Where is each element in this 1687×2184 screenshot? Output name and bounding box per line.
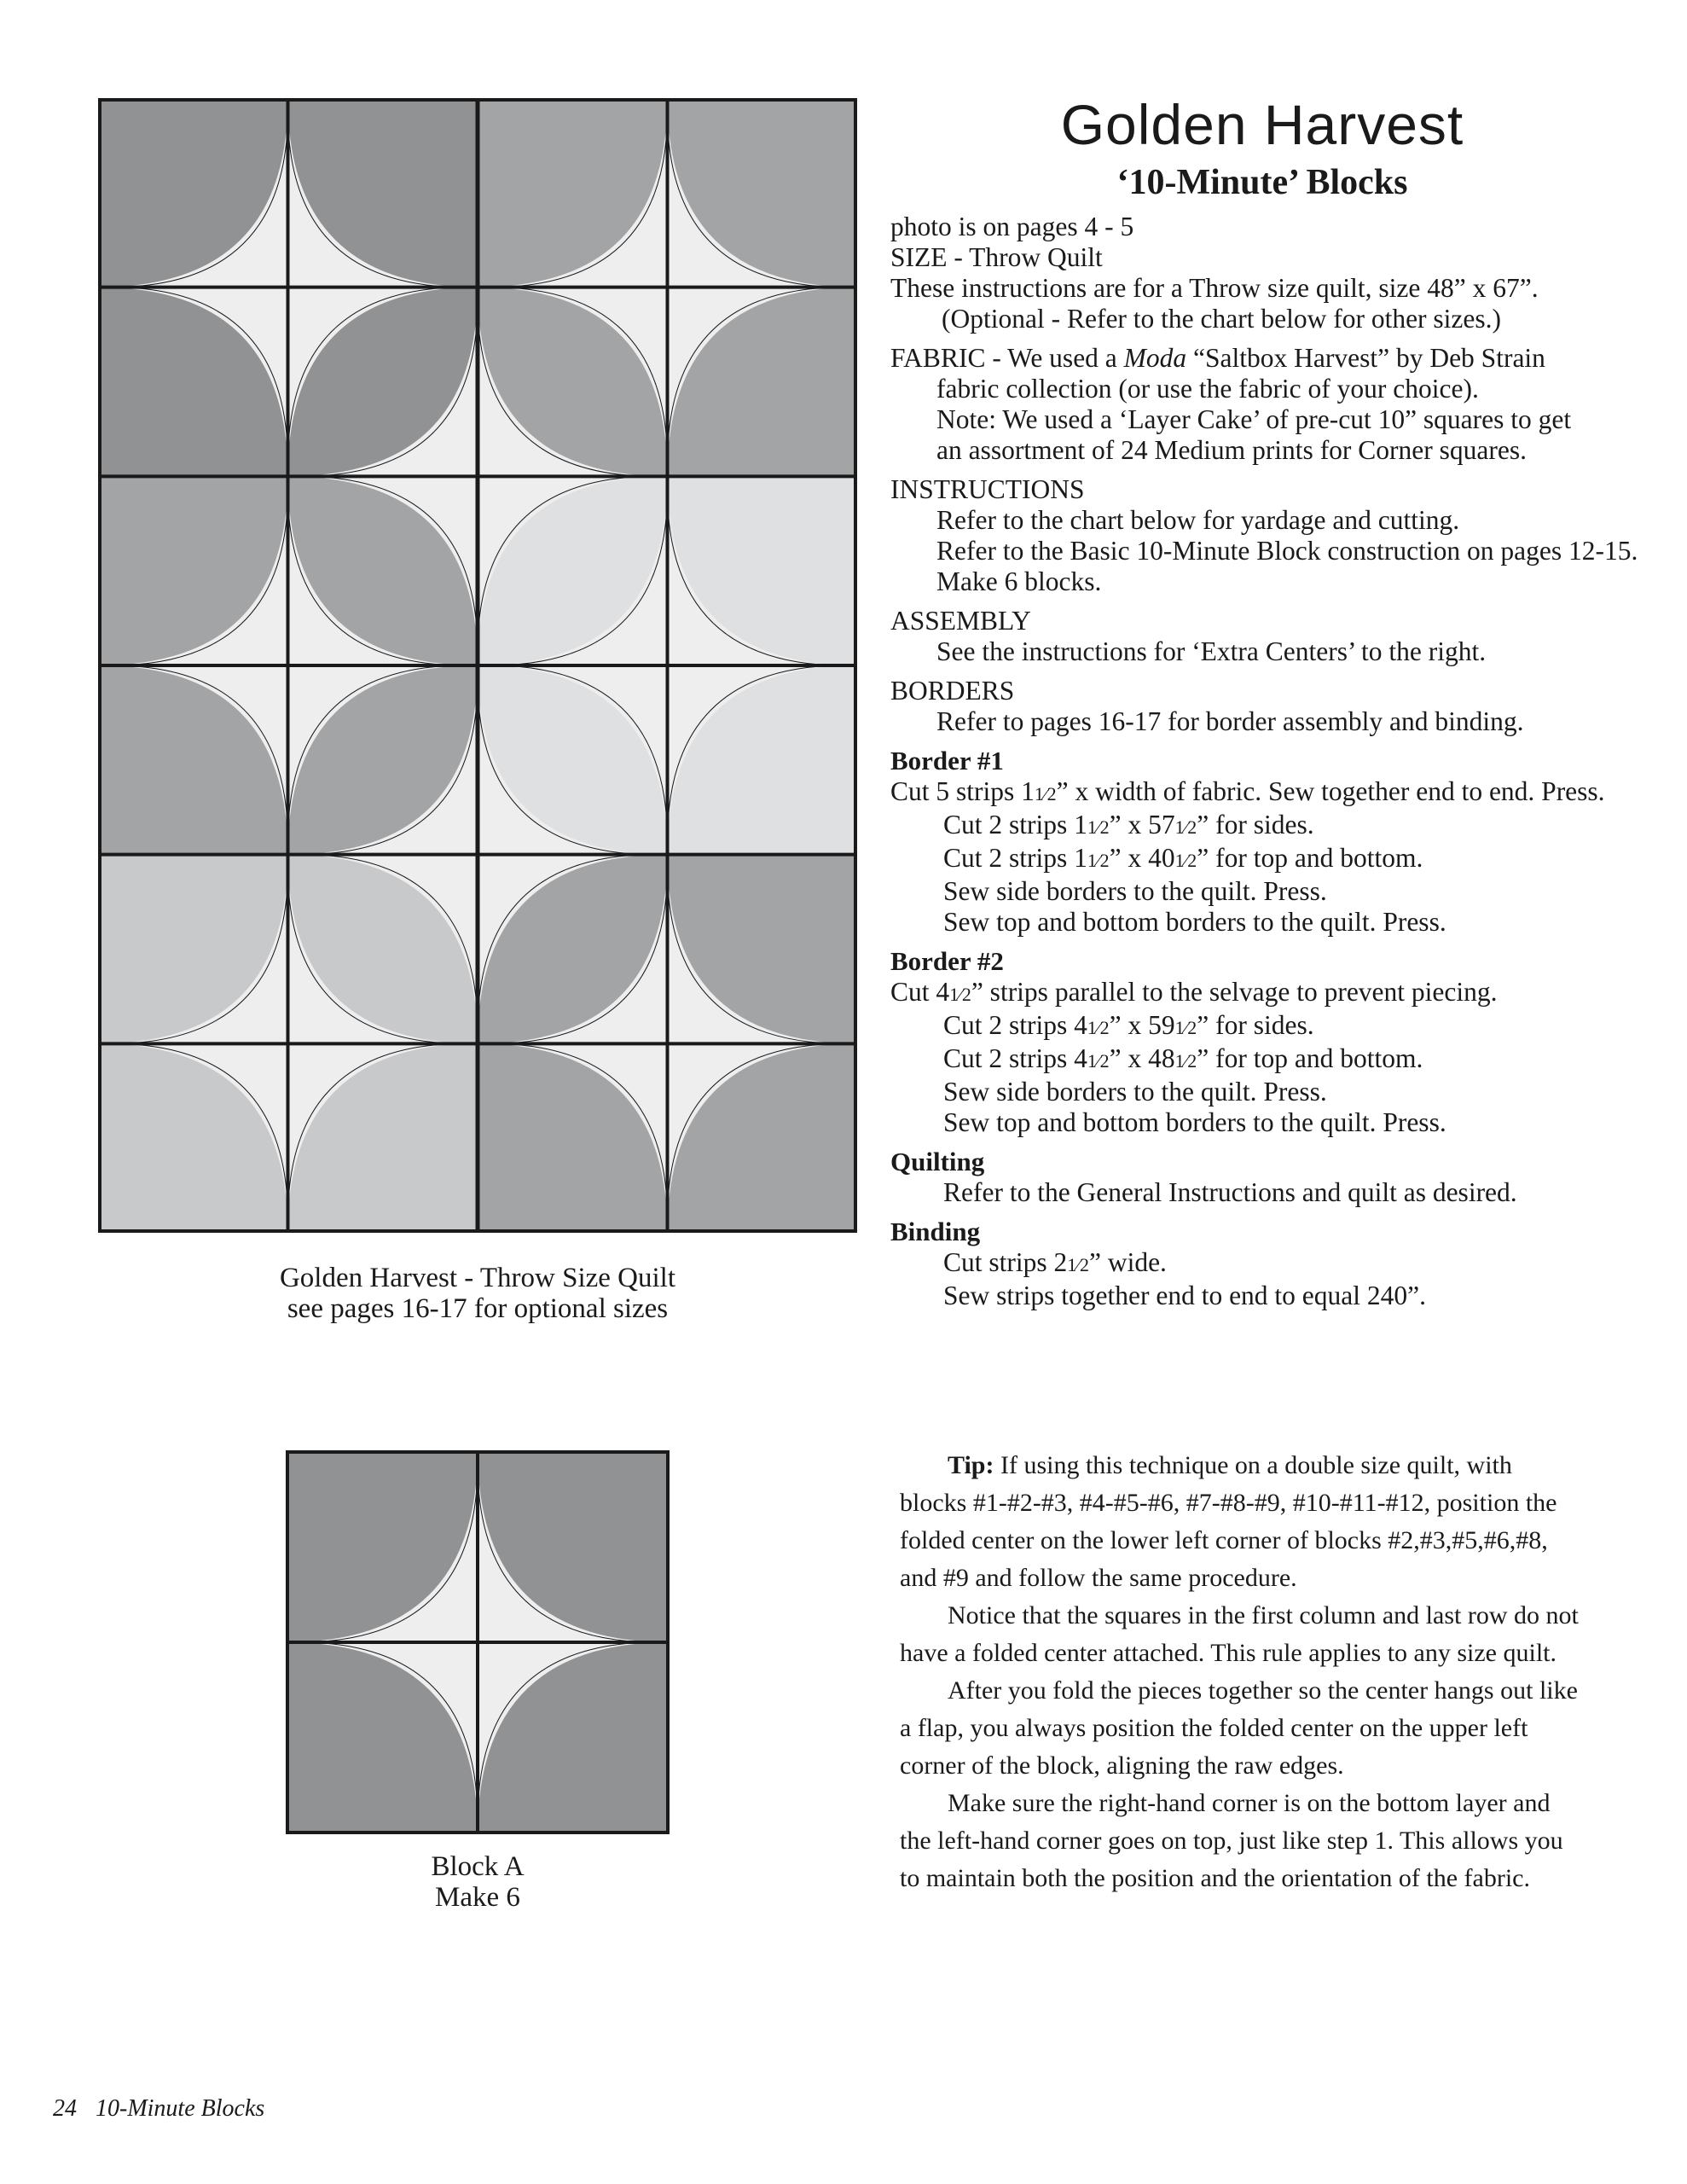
border-2-line	[890, 1043, 1658, 1077]
assembly-line: See the instructions for ‘Extra Centers’ to the right.	[936, 636, 1487, 666]
quilt-caption-title: Golden Harvest - Throw Size Quilt	[279, 1263, 676, 1293]
text-segment: ” x 57	[1109, 810, 1175, 839]
text-segment: ” for top and bottom.	[1197, 843, 1423, 873]
text-segment: Cut 2 strips 4	[943, 1010, 1087, 1040]
fraction: 1⁄2	[1087, 816, 1110, 838]
borders-section	[890, 676, 1658, 737]
text-segment: Cut 5 strips 1	[890, 776, 1035, 806]
borders-line: Refer to pages 16-17 for border assembly and binding.	[936, 706, 1524, 736]
text-segment: ” x 40	[1109, 843, 1175, 873]
border-1-line	[890, 876, 1658, 907]
fraction: 1⁄2	[1174, 816, 1197, 838]
fraction: 1⁄2	[1174, 1017, 1197, 1038]
instructions-line: Refer to the chart below for yardage and cutting.	[936, 505, 1460, 535]
quilting-heading: Quilting	[890, 1147, 985, 1176]
book-title: 10-Minute Blocks	[96, 2095, 265, 2122]
instructions-column	[890, 212, 1658, 1320]
instructions-section	[890, 474, 1658, 597]
fraction: 1⁄2	[1034, 783, 1057, 804]
fraction: 1⁄2	[1174, 1050, 1197, 1072]
fabric-line-1	[890, 343, 1658, 374]
border-2-heading: Border #2	[890, 946, 1004, 976]
text-segment: ” for top and bottom.	[1197, 1043, 1423, 1073]
fabric-line-4: an assortment of 24 Medium prints for Corner squares.	[936, 435, 1527, 465]
fabric-rest: “Saltbox Harvest” by Deb Strain	[1186, 343, 1545, 373]
text-segment: Sew top and bottom borders to the quilt. Press.	[943, 1107, 1446, 1137]
fraction: 1⁄2	[949, 984, 971, 1005]
block-caption-note: Make 6	[435, 1882, 520, 1913]
text-segment: Sew strips together end to end to equal 240”.	[943, 1281, 1427, 1310]
border-2-line	[890, 1107, 1658, 1138]
tip-label: Tip:	[948, 1451, 994, 1479]
instructions-line: Refer to the Basic 10-Minute Block construction on pages 12-15.	[936, 536, 1638, 566]
size-optional: (Optional - Refer to the chart below for other sizes.)	[942, 304, 1502, 334]
binding-line	[890, 1247, 1658, 1281]
quilting-section	[890, 1147, 1658, 1208]
page-title: Golden Harvest	[1060, 93, 1464, 156]
binding-heading: Binding	[890, 1217, 981, 1246]
text-segment: ” x 48	[1109, 1043, 1175, 1073]
fraction: 1⁄2	[1067, 1254, 1089, 1275]
text-segment: ” x width of fabric. Sew together end to end. Press.	[1056, 776, 1605, 806]
tip-paragraph-4: Make sure the right-hand corner is on the bottom layer and the left-hand corner goes on top, just like step 1. This allows you to maintain both the position and the orientation of the fabric.	[900, 1789, 1563, 1892]
fabric-line-3: Note: We used a ‘Layer Cake’ of pre-cut 10” squares to get	[936, 404, 1572, 434]
quilt-illustration	[98, 98, 857, 1233]
photo-note: photo is on pages 4 - 5	[890, 212, 1134, 241]
block-a-illustration	[286, 1450, 670, 1834]
text-segment: ” for sides.	[1197, 810, 1314, 839]
instructions-line: Make 6 blocks.	[936, 566, 1102, 596]
tip-paragraph-1	[900, 1447, 1582, 1597]
text-segment: Cut strips 2	[943, 1247, 1068, 1277]
binding-section	[890, 1217, 1658, 1311]
block-caption-title: Block A	[431, 1851, 525, 1882]
instructions-heading: INSTRUCTIONS	[890, 474, 1085, 504]
borders-heading: BORDERS	[890, 676, 1015, 706]
text-segment: ” for sides.	[1197, 1010, 1314, 1040]
page-subtitle: ‘10-Minute’ Blocks	[1116, 163, 1408, 202]
tip-box	[900, 1447, 1582, 1897]
text-segment: Cut 2 strips 1	[943, 810, 1087, 839]
border-1-line	[890, 776, 1658, 810]
border-1-line	[890, 810, 1658, 843]
assembly-section	[890, 606, 1658, 667]
border-1-section	[890, 746, 1658, 938]
border-1-line	[890, 907, 1658, 938]
page-footer	[53, 2095, 264, 2123]
binding-line	[890, 1281, 1658, 1311]
text-segment: ” wide.	[1088, 1247, 1167, 1277]
size-label: SIZE - Throw Quilt	[890, 242, 1103, 272]
tip-paragraph-2: Notice that the squares in the first column and last row do not have a folded center attached. This rule applies to any size quilt.	[900, 1601, 1579, 1667]
fraction: 1⁄2	[1087, 850, 1110, 871]
size-section	[890, 242, 1658, 334]
quilt-caption	[98, 1263, 857, 1324]
fraction: 1⁄2	[1174, 850, 1197, 871]
text-segment: Cut 2 strips 1	[943, 843, 1087, 873]
text-segment: ” x 59	[1109, 1010, 1175, 1040]
border-1-heading: Border #1	[890, 746, 1004, 775]
fabric-line-2: fabric collection (or use the fabric of your choice).	[936, 374, 1479, 404]
border-2-line	[890, 1010, 1658, 1043]
text-segment: Cut 4	[890, 977, 950, 1007]
border-1-line	[890, 843, 1658, 876]
text-segment: Sew top and bottom borders to the quilt. Press.	[943, 907, 1446, 937]
size-line: These instructions are for a Throw size quilt, size 48” x 67”.	[890, 273, 1539, 303]
quilt-caption-note: see pages 16-17 for optional sizes	[287, 1293, 669, 1324]
fabric-section	[890, 343, 1658, 466]
text-segment: Cut 2 strips 4	[943, 1043, 1087, 1073]
block-caption	[286, 1851, 670, 1913]
fabric-brand: Moda	[1123, 343, 1187, 373]
assembly-heading: ASSEMBLY	[890, 606, 1031, 636]
tip-paragraph-3: After you fold the pieces together so the center hangs out like a flap, you always position the folded center on the upper left corner of the block, aligning the raw edges.	[900, 1676, 1578, 1780]
fraction: 1⁄2	[1087, 1017, 1110, 1038]
text-segment: Sew side borders to the quilt. Press.	[943, 1077, 1327, 1107]
quilting-line: Refer to the General Instructions and quilt as desired.	[943, 1177, 1517, 1207]
tip-text: If using this technique on a double size quilt, with blocks #1-#2-#3, #4-#5-#6, #7-#8-#9, #10-#11-#12, position the folded center on the lower left corner of blocks #2,#3,#5,#6,#8, and #9 and follow the same procedure.	[900, 1451, 1557, 1592]
text-segment: ” strips parallel to the selvage to prevent piecing.	[971, 977, 1498, 1007]
border-2-line	[890, 1077, 1658, 1107]
fraction: 1⁄2	[1087, 1050, 1110, 1072]
border-2-section	[890, 946, 1658, 1138]
page-number: 24	[53, 2095, 77, 2122]
text-segment: Sew side borders to the quilt. Press.	[943, 876, 1327, 906]
fabric-prefix: FABRIC - We used a	[890, 343, 1124, 373]
border-2-line	[890, 977, 1658, 1010]
